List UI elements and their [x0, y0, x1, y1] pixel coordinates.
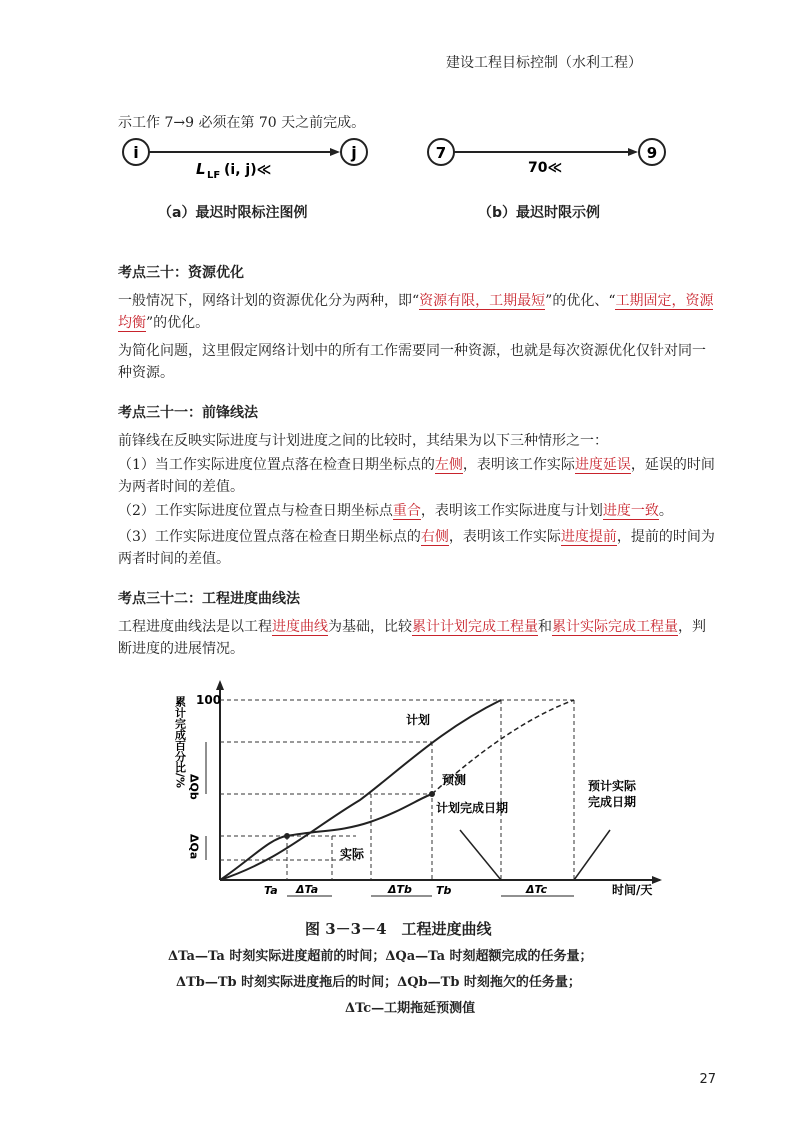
- lf-label-b: 70≪: [528, 160, 563, 176]
- label-dtb: ΔTb: [388, 883, 412, 896]
- lf-label-sub: LF: [207, 170, 221, 181]
- y-100-label: 100: [196, 693, 222, 707]
- section30-paragraph-1: 一般情况下，网络计划的资源优化分为两种，即“资源有限，工期最短”的优化、“工期固定，资源均衡”的优化。: [118, 293, 714, 331]
- section31-item-3: （3）工作实际进度位置点落在检查日期坐标点的右侧，表明该工作实际进度提前，提前的时间为两者时间的差值。: [118, 529, 715, 567]
- heading-section-31: 考点三十一：前锋线法: [118, 405, 258, 421]
- label-forecast-date-1: 预计实际: [588, 779, 637, 793]
- figure-legend-3: ΔTc—工期拖延预测值: [345, 1001, 476, 1016]
- label-dqb: ΔQb: [187, 774, 201, 800]
- label-plan-date: 计划完成日期: [436, 801, 509, 815]
- running-header: 建设工程目标控制（水利工程）: [446, 55, 642, 71]
- forecast-date-pointer-right: [574, 830, 610, 880]
- x-axis-arrow: [652, 876, 662, 884]
- arrowhead-a: [330, 148, 340, 156]
- label-plan: 计划: [406, 713, 431, 727]
- lf-label-rest: (i, j)≪: [224, 162, 272, 178]
- point-tb: [429, 791, 435, 797]
- node-9-label: 9: [646, 144, 658, 162]
- intro-line: 示工作 7→9 必须在第 70 天之前完成。: [118, 115, 366, 131]
- figure-caption: 图 3－3－4 工程进度曲线: [305, 920, 492, 938]
- label-actual: 实际: [340, 847, 365, 861]
- caption-b: （b）最迟时限示例: [478, 205, 601, 221]
- heading-section-32: 考点三十二：工程进度曲线法: [118, 591, 300, 607]
- label-tb: Tb: [436, 884, 452, 897]
- plan-date-pointer-left: [460, 830, 501, 880]
- label-dta: ΔTa: [296, 883, 319, 896]
- section31-item-2: （2）工作实际进度位置点与检查日期坐标点重合，表明该工作实际进度与计划进度一致。: [118, 503, 673, 519]
- label-forecast-date-2: 完成日期: [588, 795, 637, 809]
- diagram-a: [110, 134, 370, 181]
- section31-intro: 前锋线在反映实际进度与计划进度之间的比较时，其结果为以下三种情形之一：: [118, 433, 608, 449]
- x-axis-label: 时间/天: [612, 883, 653, 897]
- label-forecast: 预测: [442, 773, 467, 787]
- label-dtc: ΔTc: [526, 883, 548, 896]
- y-axis-label: 累计完成百分比/%: [173, 696, 187, 789]
- heading-section-30: 考点三十：资源优化: [118, 265, 244, 281]
- label-ta: Ta: [264, 884, 278, 897]
- section32-paragraph: 工程进度曲线法是以工程进度曲线为基础，比较累计计划完成工程量和累计实际完成工程量，判断进度的进展情况。: [118, 619, 706, 657]
- point-ta: [284, 833, 290, 839]
- guide-lines: [220, 700, 574, 880]
- label-dqa: ΔQa: [187, 834, 201, 860]
- section30-paragraph-2: 为简化问题，这里假定网络计划中的所有工作需要同一种资源，也就是每次资源优化仅针对同一种资源。: [118, 343, 706, 381]
- arrowhead-b: [628, 148, 638, 156]
- lf-label-main: L: [196, 160, 206, 178]
- section31-item-1: （1）当工作实际进度位置点落在检查日期坐标点的左侧，表明该工作实际进度延误，延误的时间为两者时间的差值。: [118, 457, 715, 495]
- node-j-label: j: [351, 143, 357, 162]
- node-i-label: i: [133, 143, 139, 162]
- y-axis-arrow: [216, 680, 224, 690]
- diagram-b: [424, 134, 674, 174]
- node-7-label: 7: [435, 144, 447, 162]
- caption-a: （a）最迟时限标注图例: [158, 205, 308, 221]
- page-number: 27: [699, 1072, 716, 1087]
- figure-legend-2: ΔTb—Tb 时刻实际进度拖后的时间；ΔQb—Tb 时刻拖欠的任务量；: [176, 975, 581, 990]
- figure-legend-1: ΔTa—Ta 时刻实际进度超前的时间；ΔQa—Ta 时刻超额完成的任务量；: [168, 949, 593, 964]
- progress-curve-figure: [160, 680, 680, 910]
